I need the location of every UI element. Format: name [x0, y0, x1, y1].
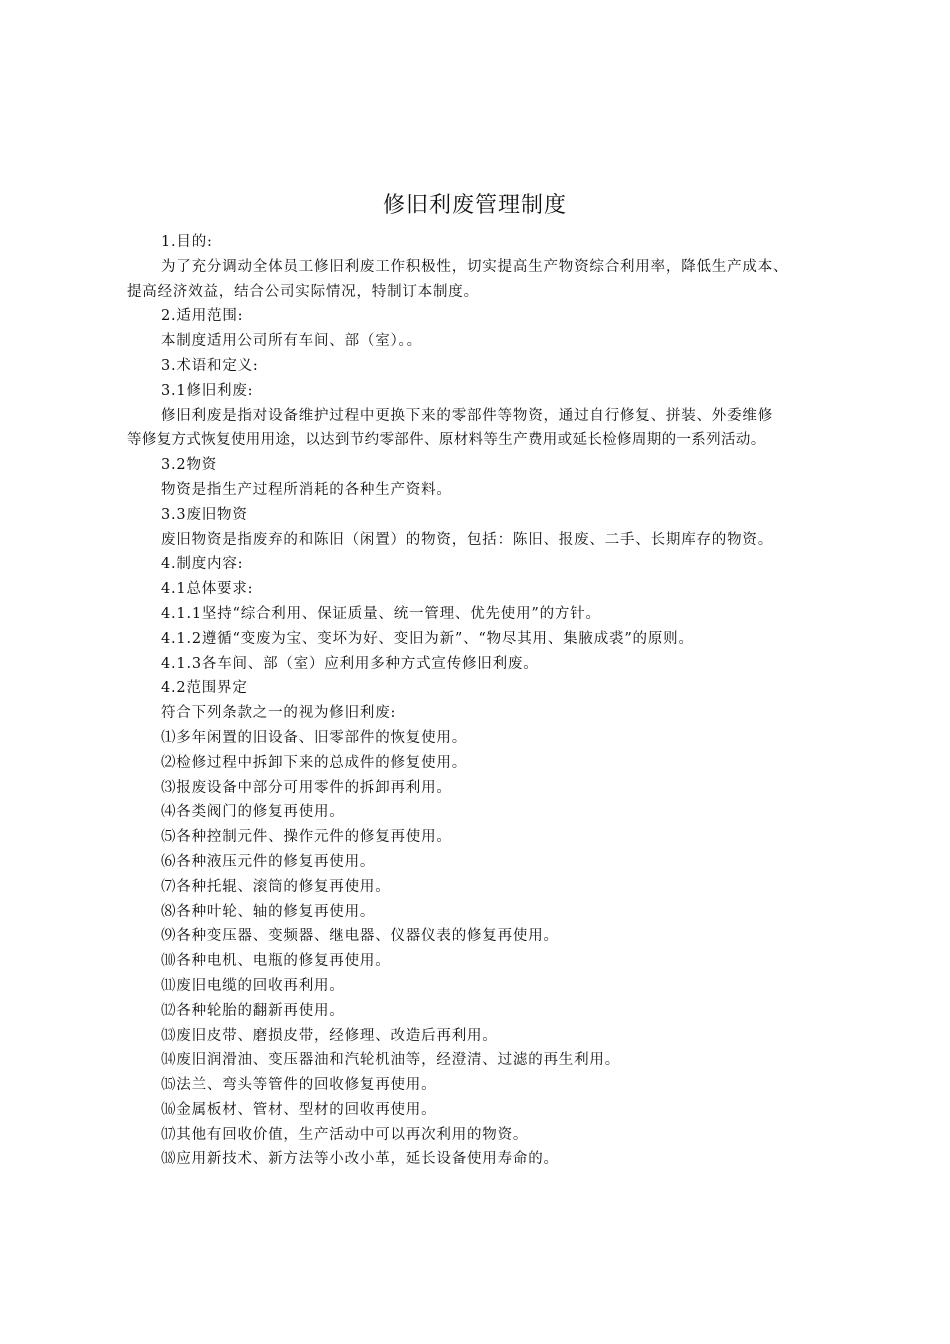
clause-line: 4.1.3各车间、部（室）应利用多种方式宣传修旧利废。 [161, 655, 539, 672]
list-item: ⑸各种控制元件、操作元件的修复再使用。 [161, 829, 452, 846]
list-item: ⑶报废设备中部分可用零件的拆卸再利用。 [161, 779, 452, 796]
subsection-heading: 3.2物资 [161, 457, 218, 474]
list-item: ⑻各种叶轮、轴的修复再使用。 [161, 903, 376, 920]
list-item: ⑴多年闲置的旧设备、旧零部件的恢复使用。 [161, 729, 467, 746]
section-heading: 3.术语和定义: [161, 357, 259, 374]
list-item: ⒂法兰、弯头等管件的回收修复再使用。 [161, 1077, 437, 1094]
list-item: ⑼各种变压器、变频器、继电器、仪器仪表的修复再使用。 [161, 928, 559, 945]
list-item: ⒄其他有回收价值，生产活动中可以再次利用的物资。 [161, 1126, 529, 1143]
paragraph-line: 废旧物资是指废弃的和陈旧（闲置）的物资，包括：陈旧、报废、二手、长期库存的物资。 [161, 531, 773, 548]
subsection-heading: 4.1总体要求: [161, 581, 254, 598]
section-heading: 2.适用范围: [161, 308, 244, 325]
list-item: ⒀废旧皮带、磨损皮带，经修理、改造后再利用。 [161, 1027, 498, 1044]
clause-line: 4.1.2遵循“变废为宝、变坏为好、变旧为新”、“物尽其用、集腋成裘”的原则。 [161, 630, 694, 647]
clause-line: 4.1.1坚持“综合利用、保证质量、统一管理、优先使用”的方针。 [161, 605, 601, 622]
list-item: ⑵检修过程中拆卸下来的总成件的修复使用。 [161, 754, 467, 771]
subsection-heading: 3.1修旧利废: [161, 382, 254, 399]
section-heading: 4.制度内容: [161, 556, 244, 573]
paragraph-line: 为了充分调动全体员工修旧利废工作积极性，切实提高生产物资综合利用率，降低生产成本、 [161, 258, 789, 275]
list-item: ⑿各种轮胎的翻新再使用。 [161, 1002, 345, 1019]
paragraph-line: 等修复方式恢复使用用途，以达到节约零部件、原材料等生产费用或延长检修周期的一系列活动。 [127, 432, 766, 449]
list-item: ⑹各种液压元件的修复再使用。 [161, 853, 376, 870]
paragraph-line: 本制度适用公司所有车间、部（室）。。 [161, 333, 422, 350]
section-heading: 1.目的: [161, 234, 213, 250]
list-item: ⑽各种电机、电瓶的修复再使用。 [161, 953, 391, 970]
list-item: ⒁废旧润滑油、变压器油和汽轮机油等，经澄清、过滤的再生利用。 [161, 1052, 620, 1069]
list-item: ⒃金属板材、管材、型材的回收再使用。 [161, 1101, 437, 1118]
paragraph-line: 符合下列条款之一的视为修旧利废: [161, 705, 397, 722]
document-body [0, 230, 950, 1172]
list-item: ⒅应用新技术、新方法等小改小革，延长设备使用寿命的。 [161, 1151, 559, 1168]
paragraph-line: 修旧利废是指对设备维护过程中更换下来的零部件等物资，通过自行修复、拼装、外委维修 [161, 407, 773, 424]
paragraph-line: 物资是指生产过程所消耗的各种生产资料。 [161, 481, 452, 498]
subsection-heading: 4.2范围界定 [161, 680, 248, 697]
subsection-heading: 3.3废旧物资 [161, 506, 248, 523]
document-title: 修旧利废管理制度 [382, 193, 567, 218]
paragraph-line: 提高经济效益，结合公司实际情况，特制订本制度。 [127, 283, 479, 300]
list-item: ⑷各类阀门的修复再使用。 [161, 804, 345, 821]
list-item: ⑺各种托辊、滚筒的修复再使用。 [161, 878, 391, 895]
list-item: ⑾废旧电缆的回收再利用。 [161, 977, 345, 994]
